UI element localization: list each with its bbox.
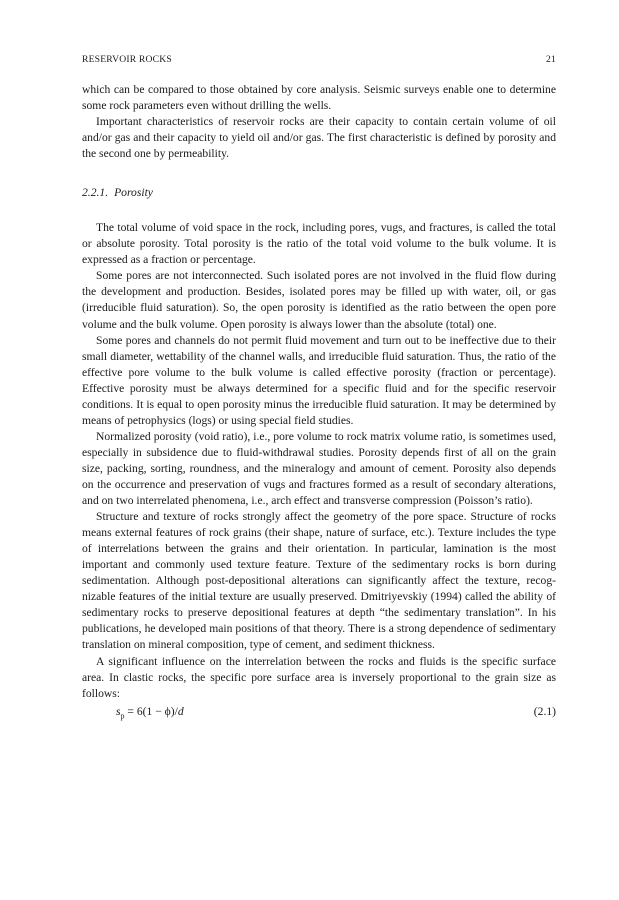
- body-paragraph-5: Structure and texture of rocks strongly affect the geometry of the pore space. Structure of rocks means external features of rock grains (their shape, nature of surface, etc.). Texture includes the type of interrelations between the grains and their orientation. In particular, lamination is the most important and commonly used texture feature. Texture of the sedimentary rocks is born during sedimentation. Although post-depositional alterations can significantly affect the texture, recognizable features of the initial texture are usually preserved. Dmitriyevskiy (1994) called the ability of sedimentary rocks to preserve depositional features at depth “the sedimentary translation”. In his publications, he developed main positions of that theory. There is a strong dependence of sedimentary translation on mineral composition, type of cement, and sediment thickness.: [82, 510, 556, 652]
- body-paragraph-4: Normalized porosity (void ratio), i.e., pore volume to rock matrix volume ratio, is sometimes used, especially in subsidence due to fluid-withdrawal studies. Porosity depends first of all on the grain size, packing, sorting, roundness, and the mineralogy and amount of cement. Porosity also depends on the occurrence and preservation of vugs and fractures formed as a result of secondary alterations, and on two interrelated phenomena, i.e., arch effect and transverse compression (Poisson’s ratio).: [82, 429, 556, 508]
- intro-paragraph-1: which can be compared to those obtained by core analysis. Seismic surveys enable one to determine some rock parameters even without drilling the wells.: [82, 83, 556, 113]
- equation-2-1: [82, 704, 556, 724]
- body-paragraph-1: The total volume of void space in the rock, including pores, vugs, and fractures, is called the total or absolute porosity. Total porosity is the ratio of the total void volume to the bulk volume. It is expressed as a fraction or percentage.: [82, 221, 556, 267]
- equation-number: (2.1): [533, 704, 556, 718]
- intro-paragraph-2: Important characteristics of reservoir rocks are their capacity to contain certain volume of oil and/or gas and their capacity to yield oil and/or gas. The first characteristic is defined by porosity and the second one by permeability.: [82, 115, 556, 161]
- body-paragraph-6: A significant influence on the interrelation between the rocks and fluids is the specific surface area. In clastic rocks, the specific pore surface area is inversely proportional to the grain size as follows:: [82, 654, 556, 700]
- intro-text: [82, 82, 556, 162]
- running-title: RESERVOIR ROCKS: [82, 54, 172, 65]
- body-paragraph-3: Some pores and channels do not permit fluid movement and turn out to be ineffective due to their small diameter, wettability of the channel walls, and irreducible fluid saturation. Thus, the ratio of the effective pore volume to the bulk volume is called effective porosity (fraction or percentage). Effective porosity must be always determined for a specific fluid and for the specific reservoir conditions. It is equal to open porosity minus the irreducible fluid saturation. It may be determined by means of petrophysics (logs) or using special field studies.: [82, 333, 556, 427]
- running-header: [82, 54, 556, 70]
- equation-lhs-symbol: s: [116, 704, 121, 718]
- document-page: [82, 54, 556, 724]
- section-number: 2.2.1.: [82, 186, 109, 200]
- equation-rhs-variable: d: [177, 704, 184, 718]
- section-body: [82, 220, 556, 701]
- page-number: 21: [546, 54, 556, 65]
- equation-body: [116, 704, 184, 724]
- section-title: Porosity: [114, 186, 153, 200]
- equation-lhs-subscript: p: [120, 710, 125, 720]
- body-paragraph-2: Some pores are not interconnected. Such isolated pores are not involved in the fluid flow during the development and production. Besides, isolated pores may be filled up with water, oil, or gas (irreducible fluid saturation). So, the open porosity is identified as the ratio between the open pore volume and the bulk volume. Open porosity is always lower than the absolute (total) one.: [82, 269, 556, 331]
- section-heading: [82, 185, 556, 201]
- equation-rhs: = 6(1 − ϕ)/: [127, 704, 178, 718]
